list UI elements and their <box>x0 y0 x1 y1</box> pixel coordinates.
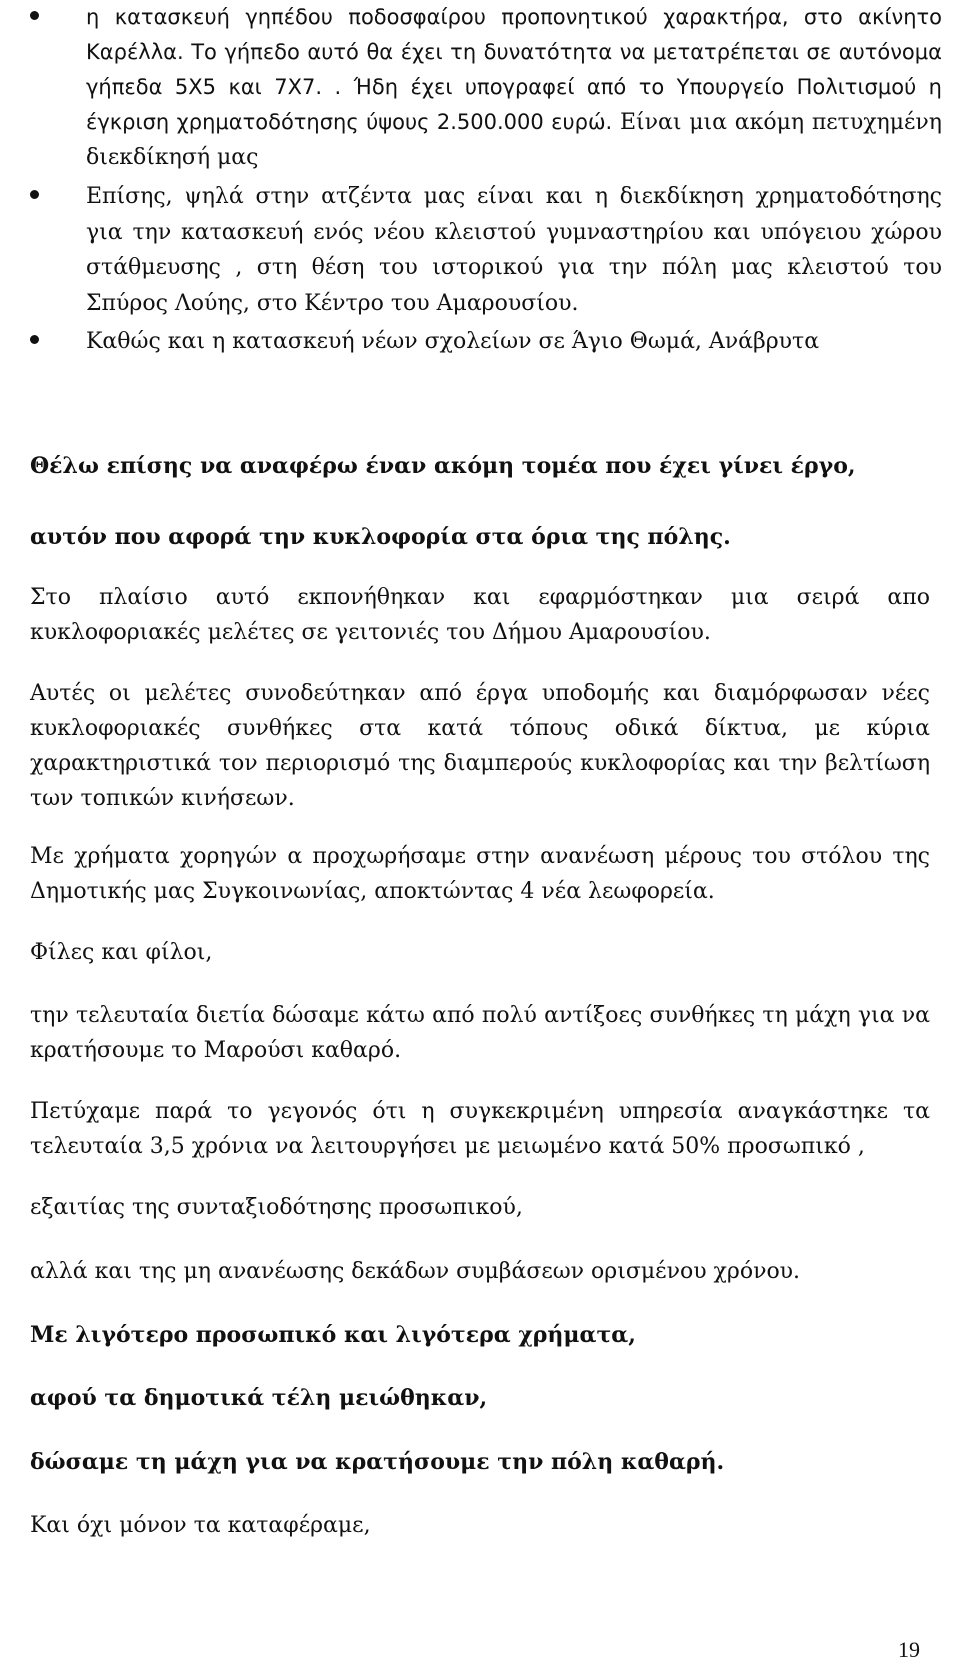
paragraph: Στο πλαίσιο αυτό εκπονήθηκαν και εφαρμόστηκαν μια σειρά απο κυκλοφοριακές μελέτες σε γειτονιές του Δήμου Αμαρουσίου. <box>30 585 930 645</box>
bullet-item <box>86 324 942 360</box>
bullet-dot-icon <box>30 190 39 199</box>
paragraph: Και όχι μόνον τα καταφέραμε, <box>30 1513 371 1538</box>
paragraph: δώσαμε τη μάχη για να κρατήσουμε την πόλη καθαρή. <box>30 1449 725 1475</box>
paragraph: αλλά και της μη ανανέωσης δεκάδων συμβάσεων ορισμένου χρόνου. <box>30 1259 801 1284</box>
paragraph: Φίλες και φίλοι, <box>30 940 213 965</box>
page-number: 19 <box>898 1637 920 1662</box>
paragraph: την τελευταία διετία δώσαμε κάτω από πολύ αντίξοες συνθήκες τη μάχη για να κρατήσουμε το Μαρούσι καθαρό. <box>30 1003 930 1063</box>
bullet-dot-icon <box>30 335 39 344</box>
paragraph: εξαιτίας της συνταξιοδότησης προσωπικού, <box>30 1195 523 1220</box>
paragraph: Με λιγότερο προσωπικό και λιγότερα χρήματα, <box>30 1322 636 1348</box>
bullet-text: Επίσης, ψηλά στην ατζέντα μας είναι και η διεκδίκηση χρηματοδότησης για την κατασκευή ενός νέου κλειστού γυμναστηρίου και υπόγειου χώρου στάθμευσης , στη θέση του ιστορικού για την πόλη μας κλειστού του Σπύρος Λούης, στο Κέντρο του Αμαρουσίου. <box>86 184 942 316</box>
paragraph: Με χρήματα χορηγών α προχωρήσαμε στην ανανέωση μέρους του στόλου της Δημοτικής μας Συγκοινωνίας, αποκτώντας 4 νέα λεωφορεία. <box>30 844 930 904</box>
bullet-item <box>86 179 942 321</box>
paragraph: Θέλω επίσης να αναφέρω έναν ακόμη τομέα που έχει γίνει έργο, <box>30 453 856 479</box>
paragraph: αφού τα δημοτικά τέλη μειώθηκαν, <box>30 1385 488 1411</box>
bullet-text: Καθώς και η κατασκευή νέων σχολείων σε Άγιο Θωμά, Ανάβρυτα <box>86 329 820 354</box>
paragraph: Πετύχαμε παρά το γεγονός ότι η συγκεκριμένη υπηρεσία αναγκάστηκε τα τελευταία 3,5 χρόνια να λειτουργήσει με μειωμένο κατά 50% προσωπικό , <box>30 1099 930 1159</box>
bullet-text: η κατασκευή γηπέδου ποδοσφαίρου προπονητικού χαρακτήρα, στο ακίνητο Καρέλλα. Το γήπεδο αυτό θα έχει τη δυνατότητα να μετατρέπεται σε αυτόνομα γήπεδα 5Χ5 και 7Χ7. . Ήδη έχει υπογραφεί από το Υπουργείο Πολιτισμού η έγκριση χρηματοδότησης ύψους 2.500.000 ευρώ. Είναι μια ακόμη πετυχημένη διεκδίκησή μας <box>86 5 942 170</box>
paragraph: Αυτές οι μελέτες συνοδεύτηκαν από έργα υποδομής και διαμόρφωσαν νέες κυκλοφοριακές συνθήκες στα κατά τόπους οδικά δίκτυα, με κύρια χαρακτηριστικά τον περιορισμό της διαμπερούς κυκλοφορίας και την βελτίωση των τοπικών κινήσεων. <box>30 681 930 811</box>
bullet-dot-icon <box>30 11 39 20</box>
bullet-item <box>86 0 942 175</box>
paragraph: αυτόν που αφορά την κυκλοφορία στα όρια της πόλης. <box>30 524 731 550</box>
